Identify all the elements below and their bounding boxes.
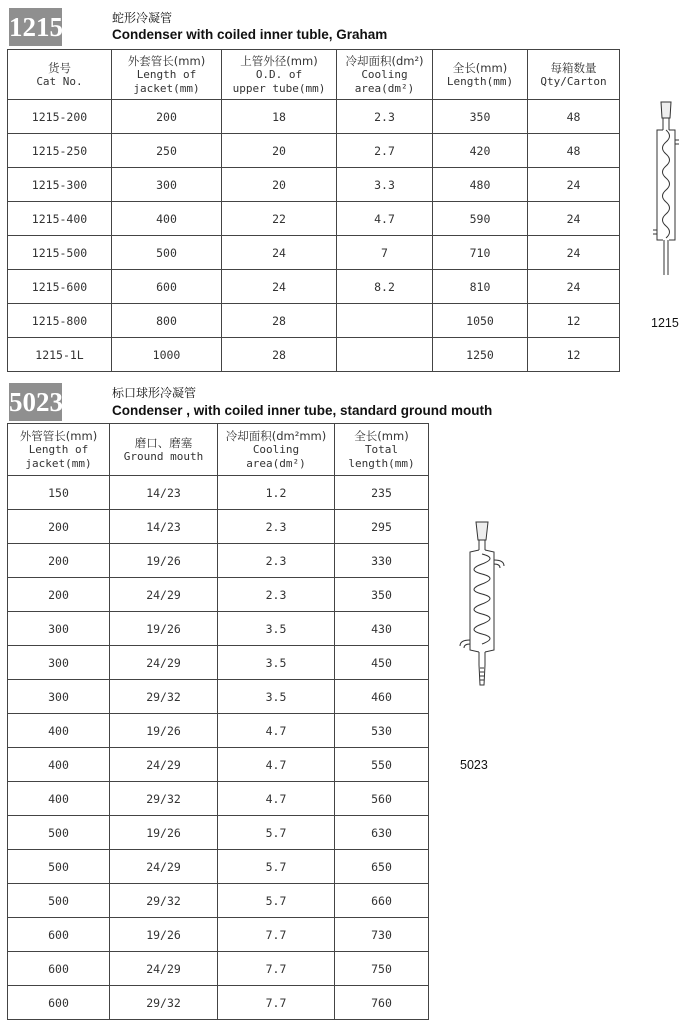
table-row: [8, 850, 429, 884]
table-row: [8, 612, 429, 646]
table-cell: 460: [335, 680, 429, 714]
table-row: [8, 748, 429, 782]
table-cell: 48: [528, 100, 620, 134]
coil-condenser-ground-mouth-icon: [452, 520, 512, 700]
column-header: [433, 50, 528, 100]
table-cell: 330: [335, 544, 429, 578]
table-row: [8, 986, 429, 1020]
table-cell: 4.7: [337, 202, 433, 236]
table-cell: 14/23: [110, 476, 218, 510]
table-cell: 24: [528, 270, 620, 304]
table-cell: 630: [335, 816, 429, 850]
table-cell: 560: [335, 782, 429, 816]
table-cell: 19/26: [110, 714, 218, 748]
table-cell: 1250: [433, 338, 528, 372]
table-cell: 710: [433, 236, 528, 270]
column-header-line: 磨口、磨塞: [134, 435, 193, 450]
spec-table-5023: [7, 423, 429, 1020]
section1-title-cn: 蛇形冷凝管: [112, 11, 173, 25]
table-cell: 650: [335, 850, 429, 884]
column-header: [218, 424, 335, 476]
table-cell: 200: [8, 544, 110, 578]
table-cell: 300: [8, 680, 110, 714]
column-header-line: Total: [364, 442, 399, 456]
table-row: [8, 680, 429, 714]
table-cell: 18: [222, 100, 337, 134]
table-cell: 300: [8, 612, 110, 646]
table-row: [8, 338, 620, 372]
table-cell: 29/32: [110, 986, 218, 1020]
table-row: [8, 476, 429, 510]
table-cell: 4.7: [218, 748, 335, 782]
table-cell: 750: [335, 952, 429, 986]
table-cell: 660: [335, 884, 429, 918]
table-cell: 2.3: [337, 100, 433, 134]
column-header-line: jacket(mm): [25, 456, 92, 470]
table-row: [8, 578, 429, 612]
spec-table-1215: [7, 49, 620, 372]
column-header-line: 上管外径(mm): [240, 53, 318, 68]
table-cell: 7: [337, 236, 433, 270]
table-cell: 600: [8, 952, 110, 986]
table-cell: 1215-800: [8, 304, 112, 338]
table-row: [8, 510, 429, 544]
table-cell: 200: [8, 578, 110, 612]
table-cell: 28: [222, 338, 337, 372]
table-cell: 24/29: [110, 748, 218, 782]
table-cell: 14/23: [110, 510, 218, 544]
product-badge-1215: 1215: [9, 8, 62, 46]
table-cell: 4.7: [218, 782, 335, 816]
table-cell: 22: [222, 202, 337, 236]
table-cell: 20: [222, 134, 337, 168]
column-header: [528, 50, 620, 100]
table-cell: 480: [433, 168, 528, 202]
table-cell: 600: [8, 918, 110, 952]
table-cell: 29/32: [110, 680, 218, 714]
table-cell: 24/29: [110, 646, 218, 680]
column-header: [222, 50, 337, 100]
table-cell: 1215-500: [8, 236, 112, 270]
table-cell: 550: [335, 748, 429, 782]
table-cell: 24/29: [110, 952, 218, 986]
column-header-line: Ground mouth: [123, 449, 204, 463]
table-cell: 600: [8, 986, 110, 1020]
column-header: [8, 50, 112, 100]
table-row: [8, 304, 620, 338]
column-header: [335, 424, 429, 476]
table-cell: 20: [222, 168, 337, 202]
table-row: [8, 168, 620, 202]
table-row: [8, 816, 429, 850]
table-cell: 24: [528, 236, 620, 270]
table-cell: 590: [433, 202, 528, 236]
product-badge-5023: 5023: [9, 383, 62, 421]
table-row: [8, 884, 429, 918]
table-cell: 24: [528, 168, 620, 202]
table-cell: 1000: [112, 338, 222, 372]
column-header-line: length(mm): [348, 456, 415, 470]
table-cell: 19/26: [110, 612, 218, 646]
column-header-line: Cooling: [361, 67, 408, 81]
column-header-line: 冷却面积(dm²): [345, 53, 424, 68]
table-cell: 1215-600: [8, 270, 112, 304]
table-cell: 810: [433, 270, 528, 304]
column-header-line: Length of: [28, 442, 89, 456]
table-cell: 760: [335, 986, 429, 1020]
column-header: [8, 424, 110, 476]
table-cell: 28: [222, 304, 337, 338]
table-cell: 2.7: [337, 134, 433, 168]
table-cell: 19/26: [110, 918, 218, 952]
table-row: [8, 134, 620, 168]
column-header-line: 全长(mm): [452, 60, 508, 75]
table-cell: 400: [8, 748, 110, 782]
table-cell: 500: [8, 850, 110, 884]
table-cell: 29/32: [110, 782, 218, 816]
table-cell: 5.7: [218, 850, 335, 884]
table-row: [8, 544, 429, 578]
figure-label-1215: 1215: [651, 316, 679, 330]
table-cell: 235: [335, 476, 429, 510]
table-cell: 19/26: [110, 544, 218, 578]
table-cell: 12: [528, 338, 620, 372]
table-cell: 24/29: [110, 850, 218, 884]
table-row: [8, 270, 620, 304]
section1-title-en: Condenser with coiled inner tuble, Graham: [112, 27, 388, 42]
table-cell: 500: [112, 236, 222, 270]
column-header-line: jacket(mm): [133, 81, 200, 95]
column-header-line: 货号: [48, 60, 71, 75]
column-header-line: area(dm²): [354, 81, 415, 95]
table-cell: 500: [8, 816, 110, 850]
table-cell: 19/26: [110, 816, 218, 850]
column-header-line: 全长(mm): [354, 428, 409, 443]
table-cell: 1050: [433, 304, 528, 338]
column-header-line: Qty/Carton: [540, 74, 607, 88]
table-cell: 3.3: [337, 168, 433, 202]
table-cell: 1215-1L: [8, 338, 112, 372]
table-cell: 7.7: [218, 952, 335, 986]
table-row: [8, 100, 620, 134]
table-cell: 3.5: [218, 680, 335, 714]
table-cell: 24: [528, 202, 620, 236]
table-cell: 24: [222, 270, 337, 304]
table-cell: 48: [528, 134, 620, 168]
table-cell: 530: [335, 714, 429, 748]
table-cell: 730: [335, 918, 429, 952]
table-cell: 2.3: [218, 510, 335, 544]
column-header-line: 冷却面积(dm²mm): [225, 428, 327, 443]
table-row: [8, 202, 620, 236]
column-header-line: 每箱数量: [550, 60, 597, 75]
table-row: [8, 952, 429, 986]
table-cell: 400: [8, 782, 110, 816]
table-cell: 800: [112, 304, 222, 338]
table-cell: 300: [8, 646, 110, 680]
table-cell: 200: [112, 100, 222, 134]
figure-label-5023: 5023: [460, 758, 488, 772]
table-cell: 600: [112, 270, 222, 304]
table-cell: 1215-300: [8, 168, 112, 202]
table-cell: 2.3: [218, 578, 335, 612]
table-cell: 2.3: [218, 544, 335, 578]
table-row: [8, 918, 429, 952]
table-row: [8, 782, 429, 816]
table-cell: 450: [335, 646, 429, 680]
table-cell: 300: [112, 168, 222, 202]
table-cell: 24: [222, 236, 337, 270]
table-cell: 3.5: [218, 612, 335, 646]
column-header: [337, 50, 433, 100]
table-cell: 1215-200: [8, 100, 112, 134]
table-cell: 1.2: [218, 476, 335, 510]
table-cell: [337, 338, 433, 372]
table-cell: 400: [112, 202, 222, 236]
table-cell: 1215-250: [8, 134, 112, 168]
table-row: [8, 714, 429, 748]
column-header-line: upper tube(mm): [232, 81, 326, 95]
table-cell: 350: [335, 578, 429, 612]
table-cell: 295: [335, 510, 429, 544]
graham-condenser-icon: [651, 100, 681, 280]
table-cell: 29/32: [110, 884, 218, 918]
table-header-row: [8, 424, 429, 476]
table-cell: 250: [112, 134, 222, 168]
section2-title-en: Condenser , with coiled inner tube, standard ground mouth: [112, 403, 493, 418]
table-cell: 420: [433, 134, 528, 168]
column-header-line: Cat No.: [36, 74, 83, 88]
column-header: [112, 50, 222, 100]
column-header-line: Length(mm): [446, 74, 514, 88]
column-header-line: Cooling: [252, 442, 300, 456]
section2-title-cn: 标口球形冷凝管: [112, 386, 197, 400]
table-cell: 430: [335, 612, 429, 646]
column-header-line: 外套管长(mm): [127, 53, 206, 68]
table-row: [8, 646, 429, 680]
table-row: [8, 236, 620, 270]
table-cell: 350: [433, 100, 528, 134]
table-cell: 7.7: [218, 918, 335, 952]
column-header: [110, 424, 218, 476]
column-header-line: O.D. of: [255, 67, 303, 81]
table-header-row: [8, 50, 620, 100]
table-cell: 24/29: [110, 578, 218, 612]
table-cell: 400: [8, 714, 110, 748]
table-cell: 150: [8, 476, 110, 510]
table-cell: 12: [528, 304, 620, 338]
table-cell: 3.5: [218, 646, 335, 680]
table-cell: 500: [8, 884, 110, 918]
table-cell: 5.7: [218, 816, 335, 850]
table-cell: 200: [8, 510, 110, 544]
table-cell: 1215-400: [8, 202, 112, 236]
table-cell: 8.2: [337, 270, 433, 304]
column-header-line: area(dm²): [246, 456, 306, 470]
table-cell: [337, 304, 433, 338]
column-header-line: 外管管长(mm): [19, 428, 98, 443]
table-cell: 4.7: [218, 714, 335, 748]
column-header-line: Length of: [136, 67, 197, 81]
table-cell: 7.7: [218, 986, 335, 1020]
table-cell: 5.7: [218, 884, 335, 918]
